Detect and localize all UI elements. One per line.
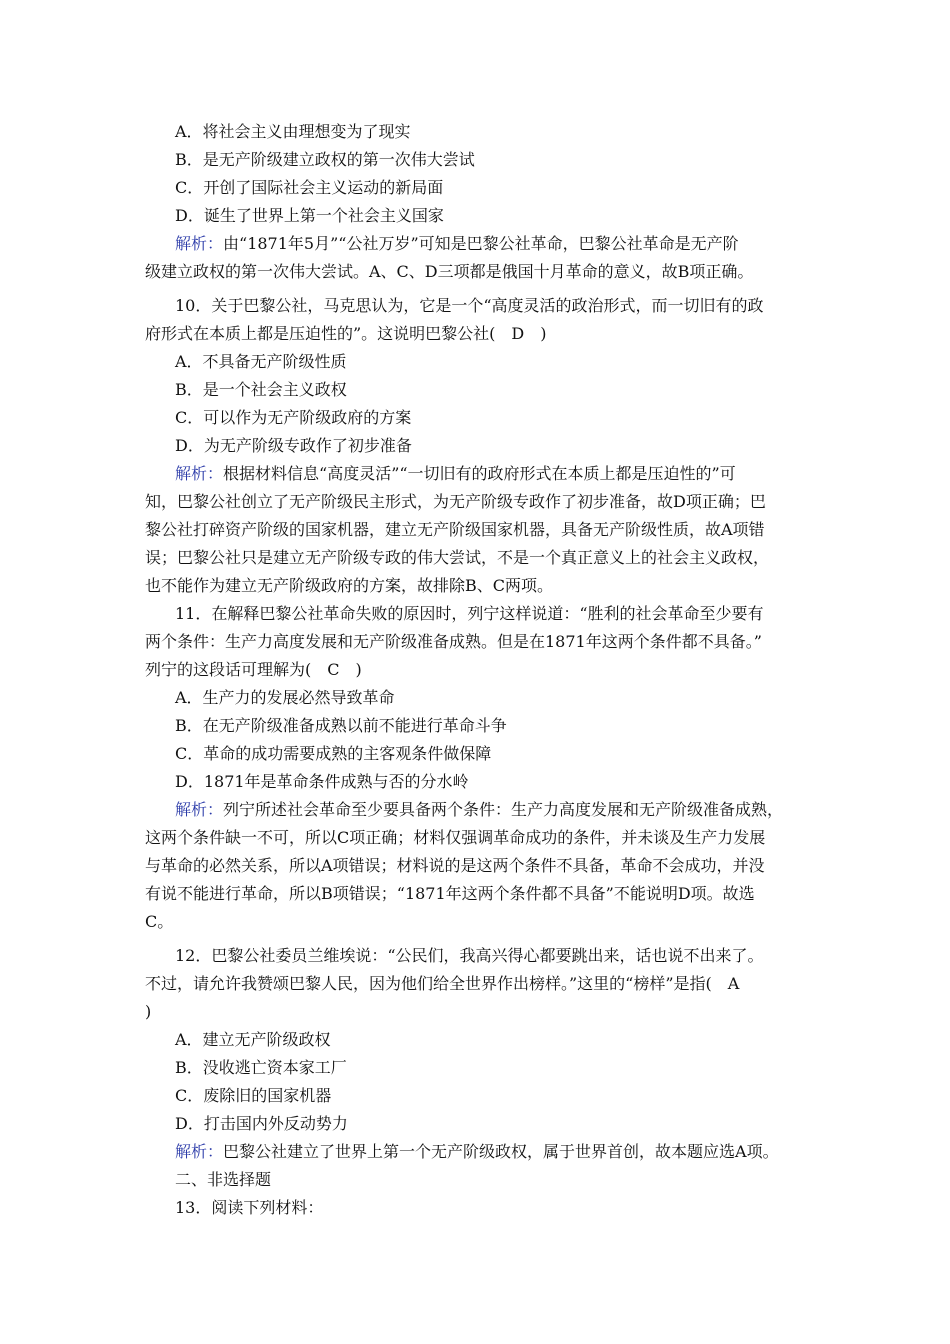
q9-option-b: B．是无产阶级建立政权的第一次伟大尝试 — [175, 150, 475, 169]
q11-stem-line: 11．在解释巴黎公社革命失败的原因时，列宁这样说道：“胜利的社会革命至少要有 — [175, 604, 764, 623]
analysis-text: 列宁所述社会革命至少要具备两个条件：生产力高度发展和无产阶级准备成熟， — [223, 800, 784, 819]
q11-analysis-line — [145, 796, 810, 824]
q10-analysis-line: 黎公社打碎资产阶级的国家机器，建立无产阶级国家机器，具备无产阶级性质，故A项错 — [145, 520, 765, 539]
q10-stem-line: 府形式在本质上都是压迫性的”。这说明巴黎公社( D ) — [145, 324, 547, 343]
q11-stem-line: 两个条件：生产力高度发展和无产阶级准备成熟。但是在1871年这两个条件都不具备。” — [145, 632, 762, 651]
section-heading: 二、非选择题 — [175, 1170, 272, 1189]
q11-option-b: B．在无产阶级准备成熟以前不能进行革命斗争 — [175, 716, 507, 735]
q10-analysis-line: 误；巴黎公社只是建立无产阶级专政的伟大尝试，不是一个真正意义上的社会主义政权， — [145, 548, 770, 567]
analysis-label: 解析： — [175, 234, 224, 253]
q9-analysis-line: 级建立政权的第一次伟大尝试。A、C、D三项都是俄国十月革命的意义，故B项正确。 — [145, 262, 754, 281]
q12-analysis-line — [145, 1138, 810, 1166]
q12-option-d: D．打击国内外反动势力 — [175, 1114, 348, 1133]
question-9 — [145, 118, 810, 286]
analysis-text: 由“1871年5月”“公社万岁”可知是巴黎公社革命，巴黎公社革命是无产阶 — [223, 234, 739, 253]
q12-stem-line: 不过，请允许我赞颂巴黎人民，因为他们给全世界作出榜样。”这里的“榜样”是指( A — [145, 974, 740, 993]
q11-analysis-line: 与革命的必然关系，所以A项错误；材料说的是这两个条件不具备，革命不会成功，并没 — [145, 856, 765, 875]
q9-analysis-line — [145, 230, 810, 258]
q12-option-b: B．没收逃亡资本家工厂 — [175, 1058, 347, 1077]
analysis-text: 根据材料信息“高度灵活”“一切旧有的政府形式在本质上都是压迫性的”可 — [223, 464, 736, 483]
q10-option-c: C．可以作为无产阶级政府的方案 — [175, 408, 412, 427]
q10-stem-line: 10．关于巴黎公社，马克思认为，它是一个“高度灵活的政治形式，而一切旧有的政 — [175, 296, 764, 315]
q11-stem-line: 列宁的这段话可理解为( C ) — [145, 660, 362, 679]
q12-option-c: C．废除旧的国家机器 — [175, 1086, 332, 1105]
q10-option-d: D．为无产阶级专政作了初步准备 — [175, 436, 412, 455]
q10-analysis-line — [145, 460, 810, 488]
q11-option-c: C．革命的成功需要成熟的主客观条件做保障 — [175, 744, 492, 763]
analysis-label: 解析： — [175, 1142, 224, 1161]
q9-option-c: C．开创了国际社会主义运动的新局面 — [175, 178, 444, 197]
q11-analysis-line: C。 — [145, 912, 174, 931]
q11-analysis-line: 这两个条件缺一不可，所以C项正确；材料仅强调革命成功的条件，并未谈及生产力发展 — [145, 828, 766, 847]
q10-option-a: A．不具备无产阶级性质 — [175, 352, 347, 371]
analysis-label: 解析： — [175, 800, 224, 819]
question-12 — [145, 942, 810, 1166]
analysis-label: 解析： — [175, 464, 224, 483]
question-11 — [145, 600, 810, 936]
q10-option-b: B．是一个社会主义政权 — [175, 380, 347, 399]
analysis-text: 巴黎公社建立了世界上第一个无产阶级政权，属于世界首创，故本题应选A项。 — [223, 1142, 779, 1161]
q10-analysis-line: 也不能作为建立无产阶级政府的方案，故排除B、C两项。 — [145, 576, 554, 595]
q13-stem: 13．阅读下列材料： — [175, 1198, 324, 1217]
q11-option-a: A．生产力的发展必然导致革命 — [175, 688, 395, 707]
q9-option-d: D．诞生了世界上第一个社会主义国家 — [175, 206, 444, 225]
question-10 — [145, 292, 810, 600]
document-page — [145, 118, 810, 1222]
q11-option-d: D．1871年是革命条件成熟与否的分水岭 — [175, 772, 469, 791]
q12-stem-line: ) — [145, 1002, 152, 1021]
q12-stem-line: 12．巴黎公社委员兰维埃说：“公民们，我高兴得心都要跳出来，话也说不出来了。 — [175, 946, 764, 965]
q12-option-a: A．建立无产阶级政权 — [175, 1030, 331, 1049]
q10-analysis-line: 知，巴黎公社创立了无产阶级民主形式，为无产阶级专政作了初步准备，故D项正确；巴 — [145, 492, 766, 511]
q11-analysis-line: 有说不能进行革命，所以B项错误；“1871年这两个条件都不具备”不能说明D项。故选 — [145, 884, 755, 903]
q9-option-a: A．将社会主义由理想变为了现实 — [175, 122, 411, 141]
section-non-choice — [145, 1166, 810, 1222]
